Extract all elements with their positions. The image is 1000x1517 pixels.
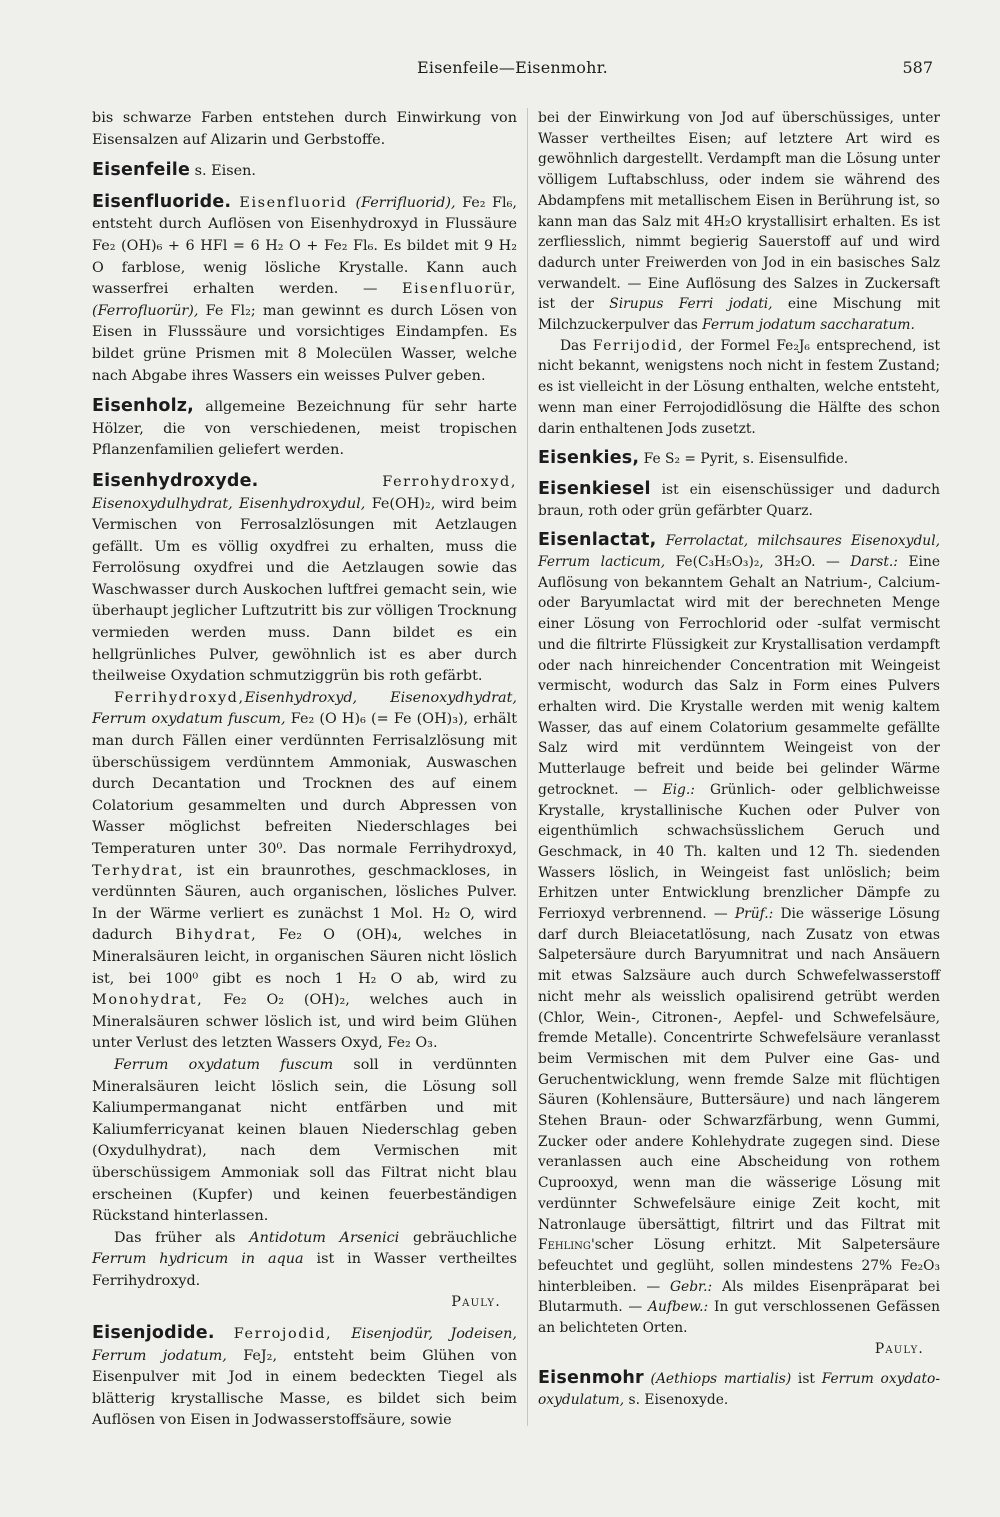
term: Ferrijodid, [592,337,685,354]
headword: Eisenmohr [538,1368,644,1389]
term: Ferrohydroxyd, [258,473,517,490]
right-column [538,108,940,1411]
paragraph-text: soll in verdünnten Mineralsäuren leicht löslich sein, die Lösung soll Kaliumpermanganat nicht entfärben und mit Kaliumferricyanat keinen blauen Niederschlag geben (Oxydulhydrat), nach dem Vermischen mit überschüssigem Ammoniak soll das Filtrat nicht blau erscheinen (Kupfer) und keinen feuerbeständigen Rückstand hinterlassen. [92,1056,517,1225]
synonym: Ferrum hydricum in aqua [92,1251,304,1268]
headword: Eisenjodide. [92,1323,215,1344]
paragraph-fuscum [92,1055,517,1228]
entry-eisenfluoride [92,192,517,387]
term: Bihydrat, [152,927,258,944]
entry-eisenmohr [538,1368,940,1410]
formula: Fe(C₃H₅O₃)₂, 3H₂O. — [665,554,840,571]
headword: Eisenfeile [92,160,191,181]
paragraph-text: Das [560,337,593,354]
entry-eisenkies [538,448,940,470]
synonym: Eisenhydroxyd, Eisenoxydhydrat, Ferrum oxydatum fuscum, [92,689,517,728]
column-divider [527,108,528,1426]
paragraph-ferrihydroxyd [92,688,517,1055]
continued-paragraph [538,108,940,336]
paragraph-text: der Formel Fe₂J₆ entsprechend, ist nicht bekannt, wenigstens noch nicht in festem Zustand; es ist vielleicht in der Lösung enthalten, welche entsteht, wenn man einer Ferrojodidlösung die Hälfte des schon darin enthaltenen Jods zusetzt. [538,337,940,437]
paragraph-ferrijodid [538,336,940,440]
name-fehling: Fehling [538,1237,591,1254]
entry-eisenlactat [538,530,940,1338]
paragraph-text: ist in Wasser vertheiltes Ferrihydroxyd. [92,1251,517,1289]
headword: Eisenkiesel [538,478,651,499]
synonym: Ferrum oxydato-oxydulatum, [538,1371,940,1409]
entry-text: Fe₂ Fl₆, entsteht durch Auflösen von Eisenhydroxyd in Flussäure Fe₂ (OH)₆ + 6 HFl = 6 H₂ O + Fe₂ Fl₆. Es bildet mit 9 H₂ O farblose, wenig lösliche Krystalle. Kann auch wasserfrei erhalten werden. — [92,194,517,298]
entry-text: Fe Fl₂; man gewinnt es durch Lösen von Eisen in Flusssäure und vorsichtiges Eindampfen. Es bildet grüne Prismen mit 8 Molecülen Wasser, welche nach Abgabe ihres Wassers ein weisses Pulver geben. [92,302,517,384]
term: Eisenfluorid [231,194,356,211]
entry-text: ist ein eisenschüssiger und dadurch braun, roth oder grün gefärbter Quarz. [538,481,940,519]
running-title: Eisenfeile—Eisenmohr. [417,58,608,77]
left-column [92,108,517,1432]
headword: Eisenholz, [92,396,195,417]
entry-text: In gut verschlossenen Gefässen an belichteten Orten. [538,1299,940,1337]
term: Ferrojodid, [214,1326,352,1343]
paragraph-text: Fe₂ (O H)₆ (= Fe (OH)₃), erhält man durch Fällen einer verdünnten Ferrisalzlösung mit überschüssigem verdünntem Ammoniak, Auswaschen durch Decantation und Trocknen des auf einem Colatorium gesammelten und durch Abpressen von Wasser möglichst befreiten Niederschlages bei Temperaturen unter 30⁰. Das normale Ferrihydroxyd, [92,711,517,857]
headword: Eisenlactat, [538,530,657,551]
entry-text: Grünlich- oder gelblichweisse Krystalle, krystallinische Kuchen oder Pulver von eigenthümlich schwachsüsslichem Geruch und Geschmack, in 40 Th. kalten und 12 Th. siedenden Wassers löslich, in Weingeist fast unlöslich; beim Erhitzen unter Entwicklung brenzlicher Dämpfe zu Ferrioxyd verbrennend. — [538,781,940,923]
author-signature: Pauly. [451,1294,501,1311]
section-label: Gebr.: [670,1278,713,1295]
paragraph-text: Fe₂ O (OH)₄, welches in Mineralsäuren leicht, in organischen Säuren nicht löslich ist, bei 100⁰ gibt es noch 1 H₂ O ab, wird zu [92,927,518,987]
entry-text: s. Eisen. [190,163,257,180]
paragraph-text: gebräuchliche [399,1229,517,1246]
paragraph-text: Das früher als [114,1229,250,1246]
author-signature: Pauly. [874,1340,924,1357]
paragraph-text: eine Mischung mit Milchzuckerpulver das [538,296,940,334]
synonym: Ferrolactat, milchsaures Eisenoxydul, Ferrum lacticum, [538,533,940,571]
entry-eisenkiesel [538,479,940,521]
entry-text: FeJ₂, entsteht beim Glühen von Eisenpulver mit Jod in einem bedeckten Tiegel als blätterig krystallische Masse, es bildet sich beim Auflösen von Eisen in Jodwasserstoffsäure, sowie [92,1347,517,1429]
section-label: Darst.: [839,554,898,571]
synonym: Ferrum oxydatum fuscum [114,1056,334,1073]
paragraph-text: bei der Einwirkung von Jod auf überschüssiges, unter Wasser vertheiltes Eisen; auf letztere Art wird es gewöhnlich dargestellt. Verdampft man die Lösung unter völligem Luftabschluss, oder indem sie während des Abdampfens mit metallischem Eisen in Berührung ist, so kann man das Salz mit 4H₂O krystallisirt erhalten. Es ist zerfliesslich, nimmt begierig Sauerstoff auf und wird dadurch unter Freiwerden von Jod in ein basisches Salz verwandelt. — Eine Auflösung des Salzes in Zuckersaft ist der [538,110,940,313]
entry-text: allgemeine Bezeichnung für sehr harte Hölzer, die von verschiedenen, meist tropischen Pflanzenfamilien geliefert werden. [92,399,517,459]
paragraph-text: ist ein braunrothes, geschmackloses, in verdünnten Säuren, auch organischen, lösliches Pulver. In der Wärme verliert es zunächst 1 Mol. H₂ O, wird dadurch [92,862,517,944]
headword: Eisenfluoride. [92,191,232,212]
entry-text: Eine Auflösung von bekanntem Gehalt an Natrium-, Calcium- oder Baryumlactat wird mit der berechneten Menge einer Lösung von Ferrochlorid oder -sulfat vermischt und die filtrirte Flüssigkeit zur Krystallisation verdampft oder nach hinreichender Concentration mit Weingeist vermischt, wodurch das Salz in Form eines Pulvers erhalten wird. Die Krystalle werden mit wenig kaltem Wasser, das auf einem Colatorium gesammelte gefällte Salz wird mit verdünntem Weingeist von der Mutterlauge befreit und beide bei gelinder Wärme getrocknet. — [538,554,941,798]
term: Terhydrat, [92,862,185,879]
entry-eisenfeile [92,160,517,183]
paragraph-text: Fe₂ O₂ (OH)₂, welches auch in Mineralsäuren schwer löslich ist, und wird beim Glühen unter Verlust des letzten Wassers Oxyd, Fe₂ O₃. [92,992,517,1052]
synonym: Antidotum Arsenici [249,1229,400,1246]
headword: Eisenkies, [538,448,640,469]
entry-text: Fe S₂ = Pyrit, s. Eisensulfide. [639,451,849,468]
synonym: (Ferrifluorid), [355,194,456,211]
entry-text: s. Eisenoxyde. [624,1392,729,1409]
entry-text: Fe(OH)₂, wird beim Vermischen von Ferrosalzlösungen mit Aetzlaugen gefällt. Um es völlig oxydfrei zu erhalten, muss die Ferrolösung oxydfrei und die Aetzlaugen sowie das Waschwasser durch Auskochen luftfrei gemacht sein, wie überhaupt jeglicher Luftzutritt bis zur völligen Trocknung vermieden werden muss. Dann bildet es ein hellgrünliches Pulver, gewöhnlich ist es aber durch theilweise Oxydation schmutziggrün bis roth gefärbt. [92,495,517,685]
entry-eisenhydroxyde [92,471,517,688]
synonym: Eisenoxydulhydrat, Eisenhydroxydul, [92,495,366,512]
synonym: Eisenjodür, Jodeisen, Ferrum jodatum, [92,1326,518,1364]
synonym: Sirupus Ferri jodati, [609,296,773,313]
entry-eisenjodide [92,1323,517,1432]
entry-text: 'scher Lösung erhitzt. Mit Salpetersäure befeuchtet und geglüht, sollen mindestens 27% Fe₂O₃ hinterbleiben. — [538,1237,940,1295]
continued-paragraph: bis schwarze Farben entstehen durch Einwirkung von Eisensalzen auf Alizarin und Gerbstoffe. [92,110,517,148]
synonym: Ferrum jodatum saccharatum. [702,317,915,334]
term: Ferrihydroxyd, [114,689,245,706]
entry-eisenholz [92,396,517,462]
synonym: (Ferrofluorür), [92,302,199,319]
synonym: (Aethiops martialis) [643,1371,792,1388]
entry-text: ist [791,1371,822,1388]
section-label: Eig.: [662,781,695,798]
headword: Eisenhydroxyde. [92,470,259,491]
term: Eisenfluorür, [402,281,517,298]
paragraph-antidotum [92,1228,517,1293]
entry-text: Als mildes Eisenpräparat bei Blutarmuth. — [538,1278,940,1316]
entry-text: Die wässerige Lösung darf durch Bleiacetatlösung, nach Zusatz von etwas Salpetersäure durch Baryumnitrat und nach Ansäuern mit etwas Salzsäure auch durch Schwefelwasserstoff nicht mehr als weisslich opalisirend getrübt werden (Chlor, Wein-, Citronen-, Aepfel- und Schwefelsäure, fremde Metalle). Concentrirte Schwefelsäure veranlasst beim Vermischen mit dem Pulver eine Gas- und Geruchentwicklung, wenn fremde Salze mit flüchtigen Säuren (Kohlensäure, Buttersäure) und nach längerem Stehen Braun- oder Schwarzfärbung, wenn Gummi, Zucker oder andere Kohlehydrate zugegen sind. Diese veranlassen auch eine Abscheidung von rothem Cuprooxyd, wenn man die wässerige Lösung mit verdünnter Schwefelsäure einige Zeit kocht, mit Natronlauge übersättigt, filtrirt und das Filtrat mit [538,906,940,1233]
section-label: Prüf.: [734,906,774,923]
term: Monohydrat, [92,992,204,1009]
section-label: Aufbew.: [648,1299,709,1316]
page-number: 587 [902,58,933,77]
page-header [90,58,935,82]
